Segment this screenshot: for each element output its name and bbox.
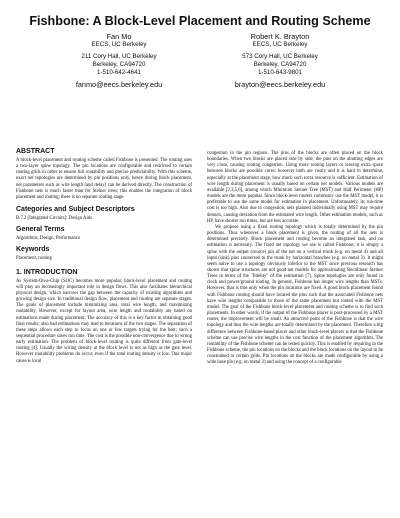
author-city: Berkeley, CA94720	[253, 60, 307, 68]
author-block-2	[200, 32, 360, 89]
categories-text: B.7.2 [Integrated Circuits]: Design Aids	[16, 216, 92, 222]
intro-text: As System-On-a-Chip (SOC) becomes more popular, block-level placement and routing will play an increasingly important role in design flows. This also facilitates hierarchical physical design, which narrows the gap between the capacity of existing algorithms and growing design size. In traditional design flow, placement and routing are separate stages. The goals of placement include minimizing area, total wire length, and maximizing routability. However, except for layout area, wire length and routability are based on estimations made during placement. The accuracy of this is a key factor in obtaining good final results; also bad estimations may lead to iterations of the two stages. The separation of these steps allows each step to focus on one or few targets trying for the best; such a sequential procedure saves run time. The cost is the possible non-convergence due to wrong early estimation. The problem of block-level routing is quite different from gate-level routing [4]. Usually the wiring density at the block level is not as high as the gate level. However routability problems do occur, even if the total routing density is low. One major cause is local	[16, 278, 192, 364]
author-email: fanmo@eecs.berkeley.edu	[75, 79, 163, 89]
author-phone: 1-510-643-9801	[257, 68, 303, 76]
author-phone: 1-510-642-4641	[96, 68, 142, 76]
right-column	[207, 151, 383, 366]
author-city: Berkeley, CA94720	[92, 60, 146, 68]
author-address: 573 Cory Hall, UC Berkeley	[242, 52, 318, 60]
abstract-text: A block-level placement and routing scheme called Fishbone is presented. The routing uses a two-layer spine topology. The pin locations are configurable and restricted to certain routing grids in order to ensure full routability and precise predictability. With this scheme, exact net topologies are determined by pin positions only, hence during block placement, net parameters such as wire length (and delay) can be derived directly. The construction of Fishbone nets is much faster than for Steiner trees; this enables the integration of block placement and routing; there is no separate routing stage.	[16, 158, 192, 200]
categories-heading: Categories and Subject Descriptors	[16, 206, 135, 214]
terms-text: Algorithms, Design, Performance	[16, 236, 81, 242]
left-column	[16, 147, 192, 365]
terms-heading: General Terms	[16, 226, 65, 234]
author-address: 211 Cory Hall, UC Berkeley	[81, 52, 157, 60]
author-email: brayton@eecs.berkeley.edu	[234, 79, 326, 89]
author-name: Fan Mo	[106, 32, 132, 41]
author-block-1	[39, 32, 199, 89]
author-dept: EECS, UC Berkeley	[252, 41, 308, 48]
author-dept: EECS, UC Berkeley	[91, 41, 147, 48]
body-paragraph: We propose using a fixed routing topology which is totally determined by the pin positions. Thus whenever a block placement is given, the routing of all the nets is determined precisely. Block placement and routing become an integrated task, and no estimation is necessary. The fixed net topology we use is called Fishbone; it is simply a spine with the output (source) pin of the net on a vertical trunk (e.g. on metal 4) and all input (sink) pins connected to the trunk by horizontal branches (e.g. on metal 3). It might seem naive to use a topology obviously inferior to the MST since previous research has shown that spine structures are not good net models for approximating Rectilinear Steiner Trees in terms of the "fidelity" of the estimation [7]. Spine topologies are only found in clock and power/ground routing. In general, Fishbone has longer wire lengths than MSTs. However, that is true only when the pin locations are fixed. A good block placement found with Fishbone routing should have located the pins such that the associated Fishbone nets have wire lengths comparable to those of the same placement but routed with the MST model. The goal of the Fishbone block-level placement and routing scheme is to find such placements. In other words, if the output of the Fishbone placer is post-processed by a MST router, the improvement will be small. An attractive point of the Fishbone is that the wire topology and thus the wire lengths are totally determined by the placement. Therefore a big difference between Fishbone-based placer and other block-level placers is that the Fishbone scheme can use precise wire lengths in the cost function of the placement algorithm. The routability of the Fishbone scheme can be tested quickly. This is enabled by requiring in the Fishbone scheme, the pin locations on the blocks and the block locations on the layout to be constrained to certain grids. Pin locations on the blocks are made configurable by using a wide base pin (e.g. on metal 2) and using the concept of a configurable	[207, 224, 383, 366]
keywords-heading: Keywords	[16, 246, 50, 254]
paper-title: Fishbone: A Block-Level Placement and Routing Scheme	[29, 14, 371, 28]
abstract-heading: ABSTRACT	[16, 148, 55, 155]
keywords-text: Placement, routing	[16, 256, 52, 262]
intro-heading: 1. INTRODUCTION	[16, 268, 78, 276]
author-name: Robert K. Brayton	[250, 32, 310, 41]
body-paragraph: congestion in the pin regions. The pins of the blocks are often placed on the block boundaries. When two blocks are placed side by side, the pins on the abutting edges are very close, causing routing congestion. Using more routing layers or leaving extra space between blocks are possible cures; however both are costly and it is hard to determine, especially at the placement stage, how much such extra resource is sufficient. Estimation of wire length during placement is usually based on certain net models. Various models are available [2,3,5,6], among which Minimum Steiner Tree (MST) and Half Perimeter (HP) models are the more popular. Since block-level routers commonly use the MST model, it is preferable to use the same model for estimation in placement. Unfortunately, its run-time cost is too high. Also due to congestion, nets planned individually using MST may require detours, causing deviation from the estimated wire length. Other estimation models, such as HP, have shorter run times, but are less accurate.	[207, 151, 383, 224]
